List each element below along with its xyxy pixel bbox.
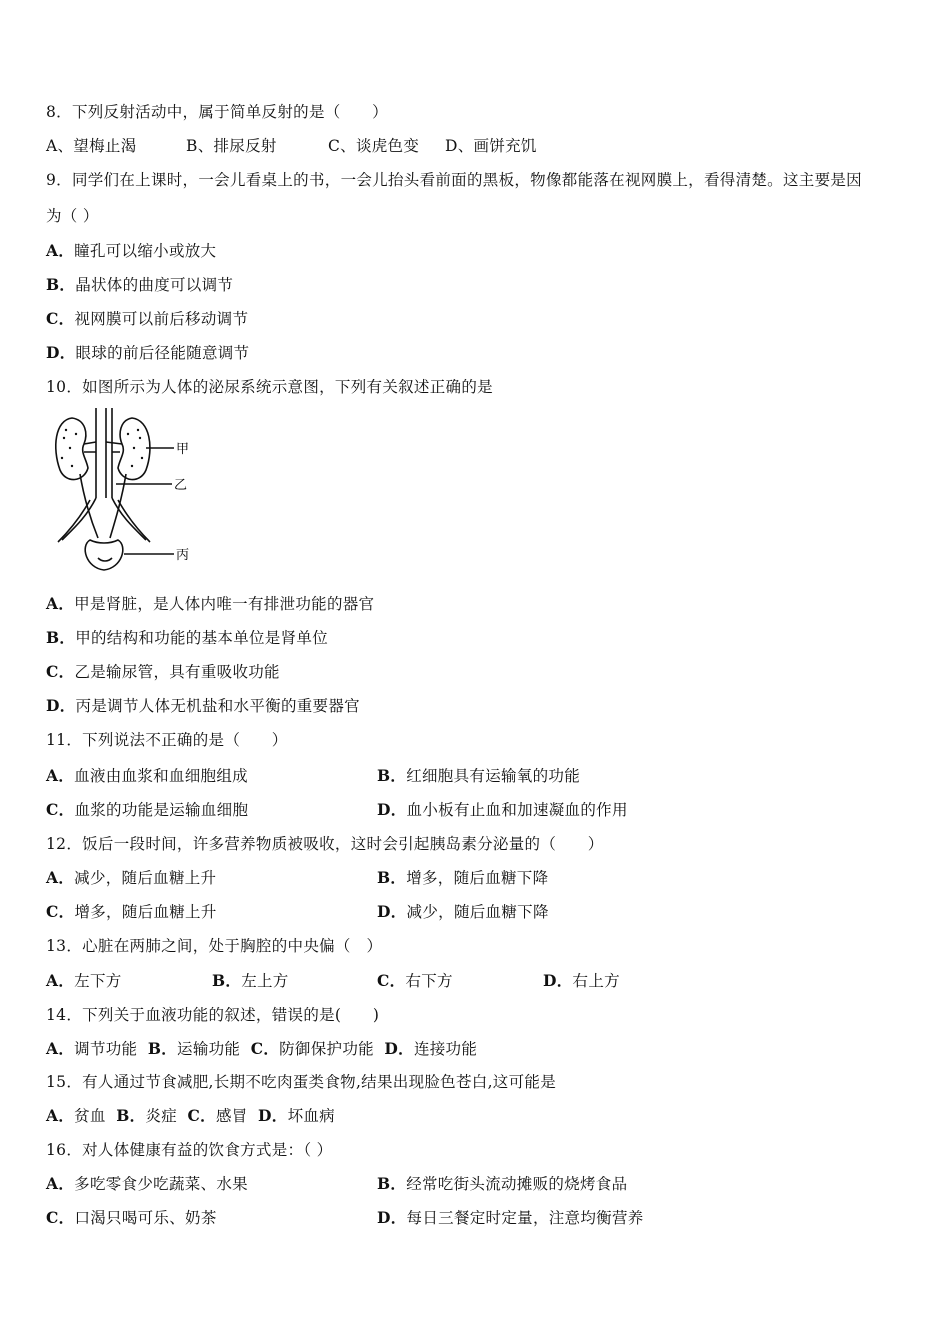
q11-option-a-key: A． (46, 766, 75, 785)
q10-option-b (46, 628, 328, 648)
q11-option-d-text: 血小板有止血和加速凝血的作用 (406, 801, 628, 819)
q9-stem-line1: 9．同学们在上课时，一会儿看桌上的书，一会儿抬头看前面的黑板，物像都能落在视网膜上，看得清楚。这主要是因 (46, 171, 862, 189)
q12-option-c-key: C． (46, 902, 75, 921)
q13-option-c-text: 右下方 (405, 972, 453, 990)
q14-option-d-text: 连接功能 (413, 1040, 478, 1058)
q9-option-c-text: 视网膜可以前后移动调节 (74, 310, 249, 328)
left-kidney (56, 418, 88, 480)
figure-label-yi: 乙 (174, 478, 188, 493)
q14-option-b-key: B． (147, 1039, 178, 1058)
q11-option-c-key: C． (46, 800, 75, 819)
q10-option-b-text: 甲的结构和功能的基本单位是肾单位 (75, 629, 329, 647)
q15-option-d-key: D． (258, 1106, 288, 1125)
q9-option-d-text: 眼球的前后径能随意调节 (75, 344, 250, 362)
q14-options (46, 1039, 477, 1059)
q13-option-d (543, 971, 620, 991)
q9-option-b (46, 275, 233, 295)
q16-option-b-text: 经常吃街头流动摊贩的烧烤食品 (406, 1175, 628, 1193)
q13-option-a-text: 左下方 (74, 972, 122, 990)
q15-options (46, 1106, 335, 1126)
q12-option-a-text: 减少，随后血糖上升 (74, 869, 217, 887)
q16-option-d (377, 1208, 644, 1228)
bladder (85, 540, 123, 570)
q14-option-a-key: A． (46, 1039, 75, 1058)
q13-option-b (212, 971, 289, 991)
q10-stem: 10．如图所示为人体的泌尿系统示意图，下列有关叙述正确的是 (46, 378, 493, 396)
q10-option-a-key: A． (46, 594, 75, 613)
q15-option-a-text: 贫血 (74, 1107, 106, 1125)
q11-option-c-text: 血浆的功能是运输血细胞 (74, 801, 249, 819)
q11-option-c (46, 800, 248, 820)
q15-option-c-key: C． (187, 1106, 216, 1125)
q12-option-c-text: 增多，随后血糖上升 (74, 903, 217, 921)
q11-option-b (377, 766, 580, 786)
q11-option-b-key: B． (377, 766, 407, 785)
q16-option-a (46, 1174, 248, 1194)
q9-option-b-key: B． (46, 275, 76, 294)
q16-stem: 16．对人体健康有益的饮食方式是：（ ） (46, 1141, 333, 1159)
q9-option-a (46, 241, 216, 261)
figure-label-jia: 甲 (176, 442, 190, 457)
q10-option-c-text: 乙是输尿管，具有重吸收功能 (74, 663, 280, 681)
q16-option-b (377, 1174, 627, 1194)
q13-option-d-text: 右上方 (572, 972, 620, 990)
q8-option-d: D、画饼充饥 (445, 137, 537, 155)
q11-option-d (377, 800, 628, 820)
q11-option-a (46, 766, 248, 786)
q11-option-d-key: D． (377, 800, 407, 819)
q11-stem: 11．下列说法不正确的是（ ） (46, 731, 288, 749)
q10-option-d-key: D． (46, 696, 76, 715)
q13-option-a (46, 971, 122, 991)
q10-option-a (46, 594, 374, 614)
q12-option-d-text: 减少，随后血糖下降 (406, 903, 549, 921)
q13-option-b-text: 左上方 (241, 972, 289, 990)
q16-option-a-key: A． (46, 1174, 75, 1193)
q16-option-d-key: D． (377, 1208, 407, 1227)
q12-option-a (46, 868, 216, 888)
q12-option-a-key: A． (46, 868, 75, 887)
q9-option-a-key: A． (46, 241, 75, 260)
q13-option-a-key: A． (46, 971, 75, 990)
q12-option-d-key: D． (377, 902, 407, 921)
q16-option-d-text: 每日三餐定时定量，注意均衡营养 (406, 1209, 644, 1227)
q16-option-c (46, 1208, 217, 1228)
q9-option-d (46, 343, 249, 363)
q8-options (46, 136, 537, 156)
q15-option-d-text: 坏血病 (287, 1107, 335, 1125)
q15-option-c-text: 感冒 (215, 1107, 248, 1125)
q13-option-d-key: D． (543, 971, 573, 990)
q9-option-d-key: D． (46, 343, 76, 362)
q15-stem: 15．有人通过节食减肥,长期不吃肉蛋类食物,结果出现脸色苍白,这可能是 (46, 1073, 557, 1091)
q9-option-c-key: C． (46, 309, 75, 328)
q14-option-d-key: D． (384, 1039, 414, 1058)
q8-option-b: B、排尿反射 (186, 137, 277, 155)
q14-option-b-text: 运输功能 (177, 1040, 241, 1058)
q14-option-c-text: 防御保护功能 (279, 1040, 374, 1058)
q16-option-b-key: B． (377, 1174, 407, 1193)
q10-option-c (46, 662, 280, 682)
q14-stem: 14．下列关于血液功能的叙述，错误的是( ) (46, 1006, 380, 1024)
figure-label-bing: 丙 (176, 548, 190, 563)
q15-option-b-key: B． (116, 1106, 146, 1125)
q8-option-a: A、望梅止渴 (46, 137, 137, 155)
q16-option-c-key: C． (46, 1208, 75, 1227)
q10-option-c-key: C． (46, 662, 75, 681)
q11-option-a-text: 血液由血浆和血细胞组成 (74, 767, 248, 785)
q12-option-b-text: 增多，随后血糖下降 (406, 869, 549, 887)
q13-stem: 13．心脏在两肺之间，处于胸腔的中央偏（ ） (46, 937, 383, 955)
q13-option-b-key: B． (212, 971, 242, 990)
q11-option-b-text: 红细胞具有运输氧的功能 (406, 767, 581, 785)
q12-stem: 12．饭后一段时间，许多营养物质被吸收，这时会引起胰岛素分泌量的（ ） (46, 835, 604, 853)
q8-stem: 8．下列反射活动中，属于简单反射的是（ ） (46, 103, 388, 121)
q12-option-d (377, 902, 549, 922)
urinary-system-figure (50, 408, 200, 576)
q10-option-b-key: B． (46, 628, 76, 647)
q10-option-d-text: 丙是调节人体无机盐和水平衡的重要器官 (75, 697, 360, 715)
q13-option-c-key: C． (377, 971, 406, 990)
q9-option-b-text: 晶状体的曲度可以调节 (75, 276, 234, 294)
q12-option-c (46, 902, 217, 922)
q15-option-a-key: A． (46, 1106, 75, 1125)
q9-option-c (46, 309, 248, 329)
q10-option-a-text: 甲是肾脏，是人体内唯一有排泄功能的器官 (74, 595, 375, 613)
q8-option-c: C、谈虎色变 (328, 137, 420, 155)
q10-option-d (46, 696, 360, 716)
q16-option-c-text: 口渴只喝可乐、奶茶 (74, 1209, 217, 1227)
q14-option-c-key: C． (250, 1039, 280, 1058)
q13-option-c (377, 971, 453, 991)
q12-option-b (377, 868, 548, 888)
q9-stem-line2: 为（ ） (46, 207, 99, 225)
q14-option-a-text: 调节功能 (74, 1040, 138, 1058)
q16-option-a-text: 多吃零食少吃蔬菜、水果 (74, 1175, 248, 1193)
q12-option-b-key: B． (377, 868, 407, 887)
q9-option-a-text: 瞳孔可以缩小或放大 (74, 242, 217, 260)
q15-option-b-text: 炎症 (145, 1107, 178, 1125)
